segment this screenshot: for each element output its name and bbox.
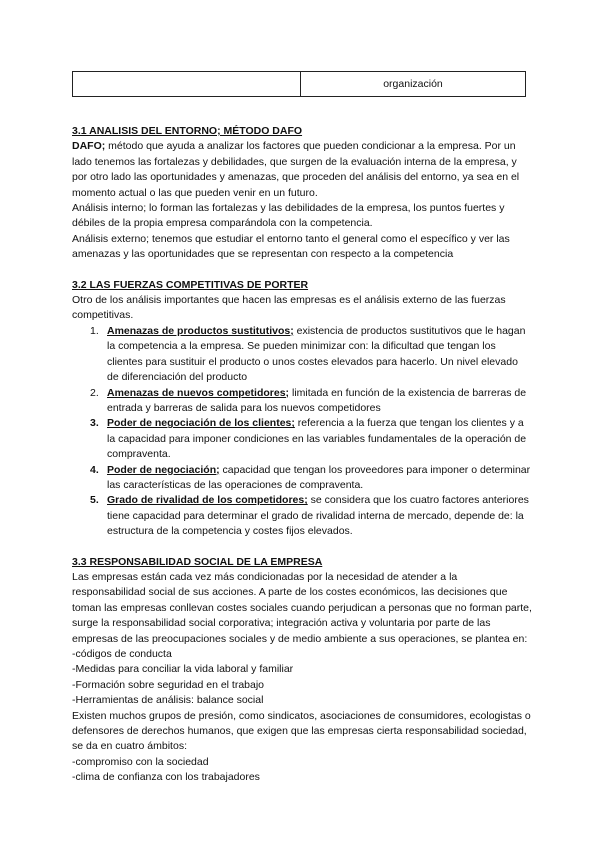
dafo-paragraph [72, 139, 532, 201]
list-item: 5. Grado de rivalidad de los competidores; se considera que los cuatro factores anteriores tiene capacidad para determinar el grado de rivalidad interna de mercado, depende de: la estructura de la competencia y costes fijos elevados. [90, 494, 529, 538]
list-item: -clima de confianza con los trabajadores [72, 771, 260, 784]
external-analysis-paragraph: Análisis externo; tenemos que estudiar el entorno tanto el general como el específico y ver las amenazas y las oportunidades que se representan con respecto a la competencia [72, 232, 510, 261]
section-3-1-title: 3.1 ANALISIS DEL ENTORNO; MÉTODO DAFO [72, 125, 303, 137]
document-body [72, 124, 532, 786]
list-item: -Herramientas de análisis: balance social [72, 694, 264, 707]
list-item: 1. Amenazas de productos sustitutivos; existencia de productos sustitutivos que le hagan la competencia a la empresa. Se pueden minimizar con: la dificultad que tengan los clientes para sustituir el producto o unos costes elevados para hacerlo. Un nivel elevado de diferenciación del producto [90, 324, 526, 384]
header-table [72, 71, 526, 97]
internal-analysis-paragraph: Análisis interno; lo forman las fortalezas y las debilidades de la empresa, los puntos fuertes y débiles de la propia empresa comparándola con la competencia. [72, 202, 505, 230]
list-item: -códigos de conducta [72, 648, 172, 660]
dafo-term: DAFO; [72, 140, 106, 153]
porter-intro: Otro de los análisis importantes que hacen las empresas es el análisis externo de las fuerzas competitivas. [72, 294, 506, 322]
section-3-3-title: 3.3 RESPONSABILIDAD SOCIAL DE LA EMPRESA [72, 555, 323, 568]
list-item: 2. Amenazas de nuevos competidores; limitada en función de la existencia de barreras de entrada y barreras de salida para los nuevos competidores [90, 386, 527, 414]
list-item: -compromiso con la sociedad [72, 755, 209, 768]
dafo-text: método que ayuda a analizar los factores que pueden condicionar a la empresa. Por un lado tenemos las fortalezas y debilidades, que surgen de la evaluación interna de la empresa, y por otro lado las oportunidades y amenazas, que proceden del análisis del entorno, ya sea en el momento actual o las que pueden venir en un futuro. [72, 140, 520, 199]
csr-paragraph-2: Existen muchos grupos de presión, como sindicatos, asociaciones de consumidores, ecologistas o defensores de derechos humanos, que exigen que las empresas cierta responsabilidad sociedad, se da en cuatro ámbitos: [72, 709, 531, 753]
table-cell-right: organización [383, 78, 443, 90]
list-item: 4. Poder de negociación; capacidad que tengan los proveedores para imponer o determinar las características de las operaciones de compraventa. [90, 463, 531, 491]
csr-paragraph-1: Las empresas están cada vez más condicionadas por la necesidad de atender a la responsabilidad social de sus acciones. A parte de los costes económicos, las decisiones que toman las empresas conllevan costes sociales cuando perjudican a personas que no forman parte, surge la responsabilidad social corporativa; integración activa y voluntaria por parte de las empresas de las preocupaciones sociales y de medio ambiente a sus operaciones, se plantea en: [72, 570, 532, 645]
list-item: -Medidas para conciliar la vida laboral y familiar [72, 663, 294, 676]
porter-forces-list [72, 324, 532, 540]
section-3-2-title: 3.2 LAS FUERZAS COMPETITIVAS DE PORTER [72, 278, 309, 291]
table-cell-left [73, 72, 301, 96]
list-item: 3. Poder de negociación de los clientes; referencia a la fuerza que tengan los clientes y a la capacidad para imponer condiciones en las variables fundamentales de la operación de compraventa. [90, 417, 527, 461]
list-item: -Formación sobre seguridad en el trabajo [72, 678, 265, 691]
